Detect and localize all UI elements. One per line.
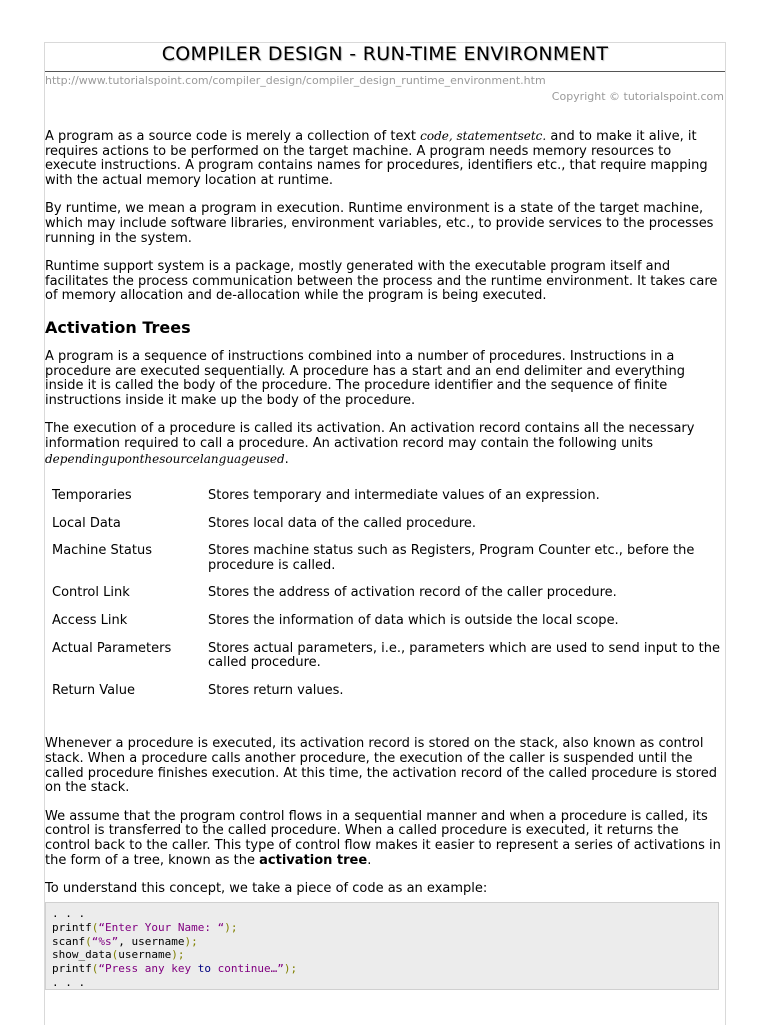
bold-term: activation tree (259, 852, 368, 868)
record-field-name: Return Value (52, 682, 135, 698)
table-row (45, 489, 725, 517)
after-paragraph-3: To understand this concept, we take a piece of code as an example: (45, 881, 488, 897)
page-title: COMPILER DESIGN - RUN-TIME ENVIRONMENT (45, 43, 725, 72)
intro-paragraph-2: By runtime, we mean a program in execution. Runtime environment is a state of the target machine, which may include software libraries, environment variables, etc., to provide services to the processes running in the system. (45, 201, 714, 246)
record-field-name: Machine Status (52, 543, 152, 559)
source-url: http://www.tutorialspoint.com/compiler_design/compiler_design_runtime_environment.htm (45, 74, 546, 87)
record-field-description: Stores temporary and intermediate values of an expression. (208, 488, 600, 504)
record-field-name: Control Link (52, 585, 130, 601)
table-row (45, 642, 725, 684)
activation-paragraph-2: The execution of a procedure is called its activation. An activation record contains all the necessary information required to call a procedure. An activation record may contain the following units dependinguponthesourcelanguageused. (45, 421, 695, 467)
intro-paragraph-3: Runtime support system is a package, mostly generated with the executable program itself and facilitates the process communication between the process and the runtime environment. It takes care of memory allocation and de-allocation while the program is being executed. (45, 259, 718, 304)
activation-record-table (45, 489, 725, 711)
record-field-description: Stores the information of data which is outside the local scope. (208, 613, 619, 629)
article-body (45, 129, 725, 911)
table-row (45, 684, 725, 712)
record-field-description: Stores the address of activation record of the caller procedure. (208, 585, 617, 601)
code-block: . . . printf(“Enter Your Name: “); scanf(“%s”, username); show_data(username); printf(“Press any key to continue…”); . . . (45, 902, 719, 990)
record-field-description: Stores local data of the called procedure. (208, 515, 477, 531)
italic-note: dependinguponthesourcelanguageused (45, 451, 285, 466)
intro-paragraph-1: A program as a source code is merely a collection of text code, statementsetc. and to make it alive, it requires actions to be performed on the target machine. A program needs memory resources to execute instructions. A program contains names for procedures, identifiers etc., that require mapping with the actual memory location at runtime. (45, 129, 708, 188)
table-row (45, 614, 725, 642)
record-field-name: Temporaries (52, 488, 132, 504)
copyright-notice: Copyright © tutorialspoint.com (551, 90, 724, 103)
section-heading: Activation Trees (45, 317, 191, 337)
record-field-description: Stores actual parameters, i.e., parameters which are used to send input to the called procedure. (208, 640, 720, 671)
record-field-name: Actual Parameters (52, 640, 172, 656)
record-field-description: Stores return values. (208, 682, 344, 698)
table-row (45, 544, 725, 586)
italic-note: code, statementsetc. (420, 129, 547, 143)
table-row (45, 586, 725, 614)
record-field-name: Access Link (52, 613, 128, 629)
document-page (44, 42, 726, 1025)
record-field-name: Local Data (52, 515, 121, 531)
after-paragraph-2: We assume that the program control flows in a sequential manner and when a procedure is called, its control is transferred to the called procedure. When a called procedure is executed, it returns the control back to the caller. This type of control flow makes it easier to represent a series of activations in the form of a tree, known as the activation tree. (45, 808, 721, 868)
table-row (45, 517, 725, 545)
after-paragraph-1: Whenever a procedure is executed, its activation record is stored on the stack, also known as control stack. When a procedure calls another procedure, the execution of the caller is suspended until the called procedure finishes execution. At this time, the activation record of the called procedure is stored on the stack. (45, 736, 717, 796)
record-field-description: Stores machine status such as Registers, Program Counter etc., before the procedure is called. (208, 543, 695, 573)
activation-paragraph-1: A program is a sequence of instructions combined into a number of procedures. Instructions in a procedure are executed sequentially. A procedure has a start and an end delimiter and everything inside it is called the body of the procedure. The procedure identifier and the sequence of finite instructions inside it make up the body of the procedure. (45, 348, 686, 408)
